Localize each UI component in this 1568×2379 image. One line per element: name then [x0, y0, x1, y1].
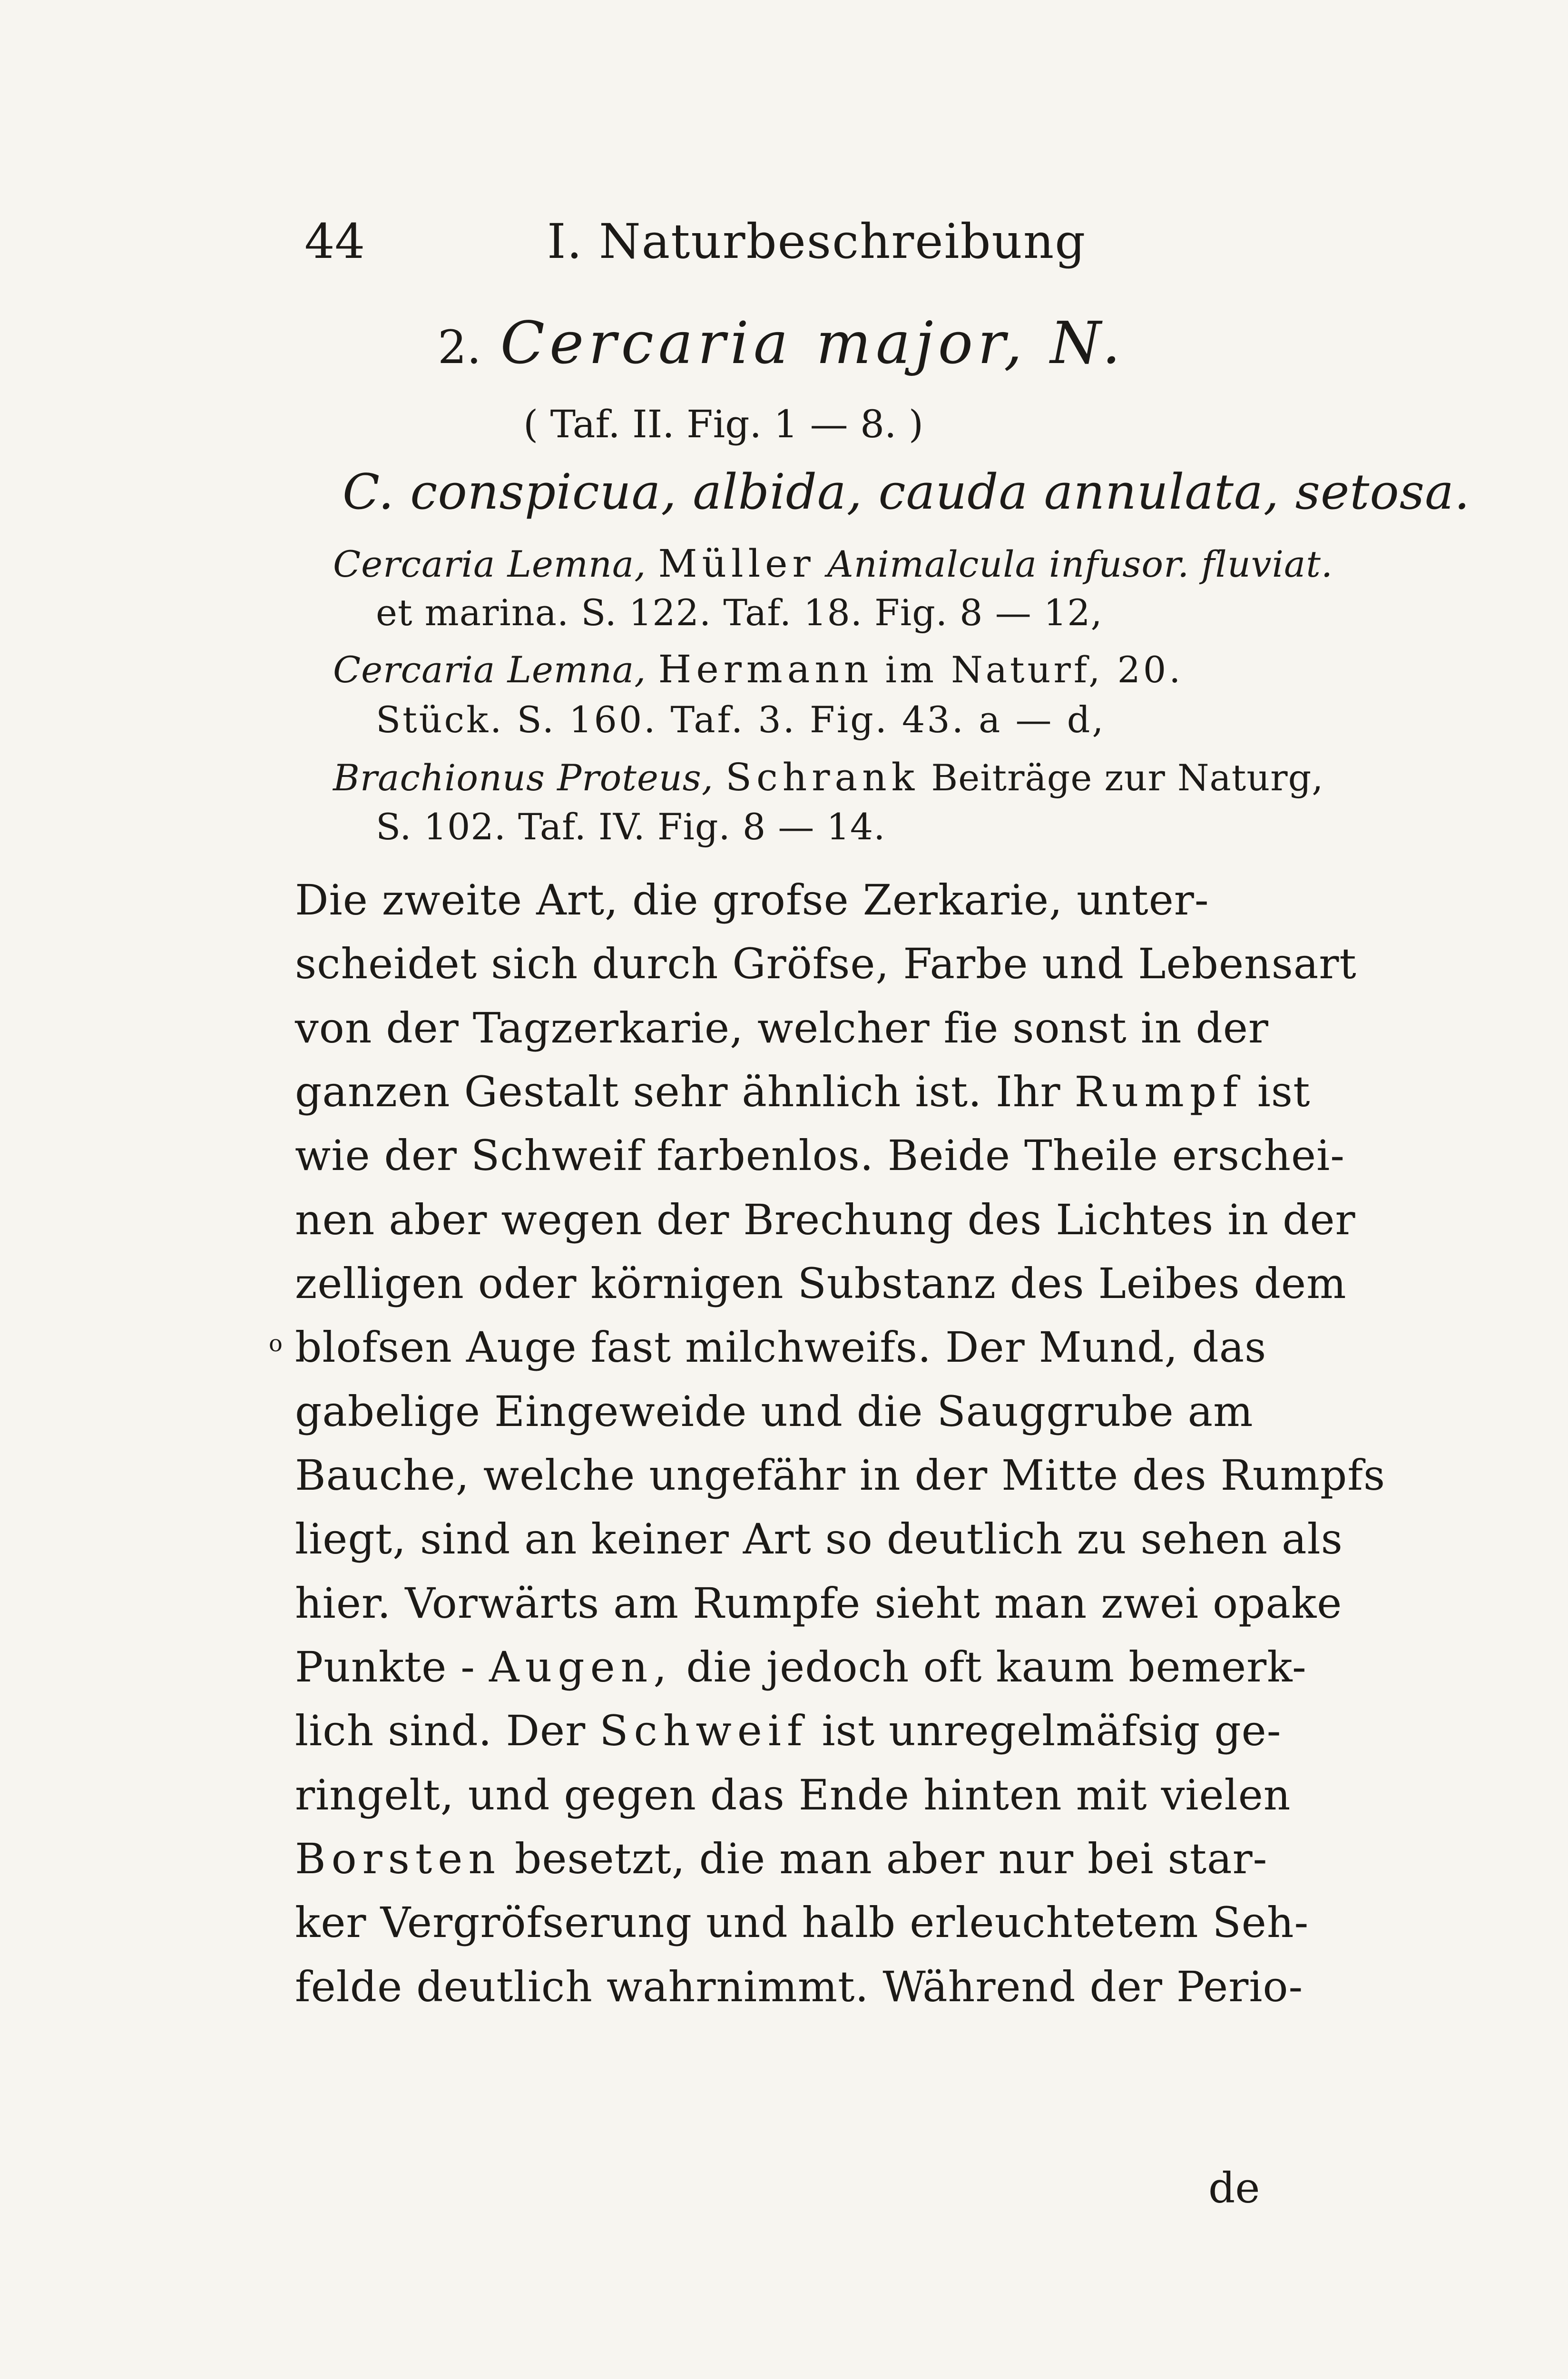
body-text: die jedoch oft kaum bemerk- — [686, 1642, 1307, 1691]
catchword: de — [1208, 2163, 1260, 2212]
body-line-8: blofsen Auge fast milchweifs. Der Mund, das — [295, 1323, 1267, 1372]
body-line-15: ringelt, und gegen das Ende hinten mit vielen — [295, 1770, 1291, 1819]
synonym-2-continuation: Stück. S. 160. Taf. 3. Fig. 43. a — d, — [376, 698, 1106, 741]
body-text: ganzen Gestalt sehr ähnlich ist. Ihr — [295, 1067, 1061, 1116]
synonym-work: Beiträge zur Naturg, — [931, 757, 1324, 799]
synonym-3-continuation: S. 102. Taf. IV. Fig. 8 — 14. — [376, 806, 886, 848]
emphasis-rumpf: Rumpf — [1074, 1067, 1244, 1116]
body-line-17: ker Vergröfserung und halb erleuchtetem Seh- — [295, 1898, 1309, 1947]
synonym-name: Cercaria Lemna, — [333, 543, 647, 585]
synonym-author: Hermann — [658, 647, 873, 691]
synonym-name: Cercaria Lemna, — [333, 649, 647, 691]
body-line-11: liegt, sind an keiner Art so deutlich zu sehen als — [295, 1514, 1343, 1563]
synonym-author: Müller — [658, 541, 815, 586]
body-line-9: gabelige Eingeweide und die Sauggrube am — [295, 1387, 1254, 1436]
page-number: 44 — [304, 214, 365, 269]
synonym-2 — [333, 647, 1184, 691]
synonym-work: Animalcula infusor. fluviat. — [827, 543, 1333, 585]
synonym-author: Schrank — [725, 755, 920, 799]
body-line-16 — [295, 1834, 1268, 1883]
body-line-3: von der Tagzerkarie, welcher fie sonst in der — [295, 1003, 1269, 1052]
body-text: besetzt, die man aber nur bei star- — [514, 1834, 1268, 1883]
synonym-name: Brachionus Proteus, — [333, 757, 714, 799]
running-head: I. Naturbeschreibung — [547, 214, 1087, 269]
body-line-7: zelligen oder körnigen Substanz des Leibes dem — [295, 1259, 1347, 1308]
synonym-1 — [333, 541, 1333, 586]
body-line-6: nen aber wegen der Brechung des Lichtes in der — [295, 1195, 1356, 1244]
body-line-18: felde deutlich wahrnimmt. Während der Perio- — [295, 1962, 1303, 2011]
body-line-2: scheidet sich durch Gröfse, Farbe und Lebensart — [295, 939, 1357, 988]
body-text: Punkte - — [295, 1642, 476, 1691]
species-heading — [438, 309, 1126, 377]
body-line-14 — [295, 1706, 1282, 1755]
margin-mark: o — [269, 1330, 283, 1357]
plate-reference: ( Taf. II. Fig. 1 — 8. ) — [523, 402, 924, 446]
synonym-1-continuation: et marina. S. 122. Taf. 18. Fig. 8 — 12, — [376, 591, 1103, 634]
emphasis-borsten: Borsten — [295, 1834, 501, 1883]
body-text: ist unregelmäfsig ge- — [822, 1706, 1282, 1755]
emphasis-schweif: Schweif — [599, 1706, 808, 1755]
body-line-13 — [295, 1642, 1307, 1691]
body-text: ist — [1257, 1067, 1311, 1116]
body-line-1: Die zweite Art, die grofse Zerkarie, unter- — [295, 875, 1209, 924]
body-line-4 — [295, 1067, 1311, 1116]
body-line-12: hier. Vorwärts am Rumpfe sieht man zwei opake — [295, 1579, 1343, 1628]
body-line-5: wie der Schweif farbenlos. Beide Theile erschei- — [295, 1131, 1345, 1180]
emphasis-augen: Augen, — [489, 1642, 673, 1691]
species-number: 2. — [438, 321, 481, 374]
synonym-3 — [333, 755, 1324, 799]
species-title: Cercaria major, N. — [500, 309, 1126, 377]
body-text: lich sind. Der — [295, 1706, 586, 1755]
synonym-work: im Naturf, 20. — [885, 649, 1184, 691]
body-line-10: Bauche, welche ungefähr in der Mitte des Rumpfs — [295, 1451, 1386, 1500]
species-diagnosis: C. conspicua, albida, cauda annulata, setosa. — [343, 464, 1470, 521]
